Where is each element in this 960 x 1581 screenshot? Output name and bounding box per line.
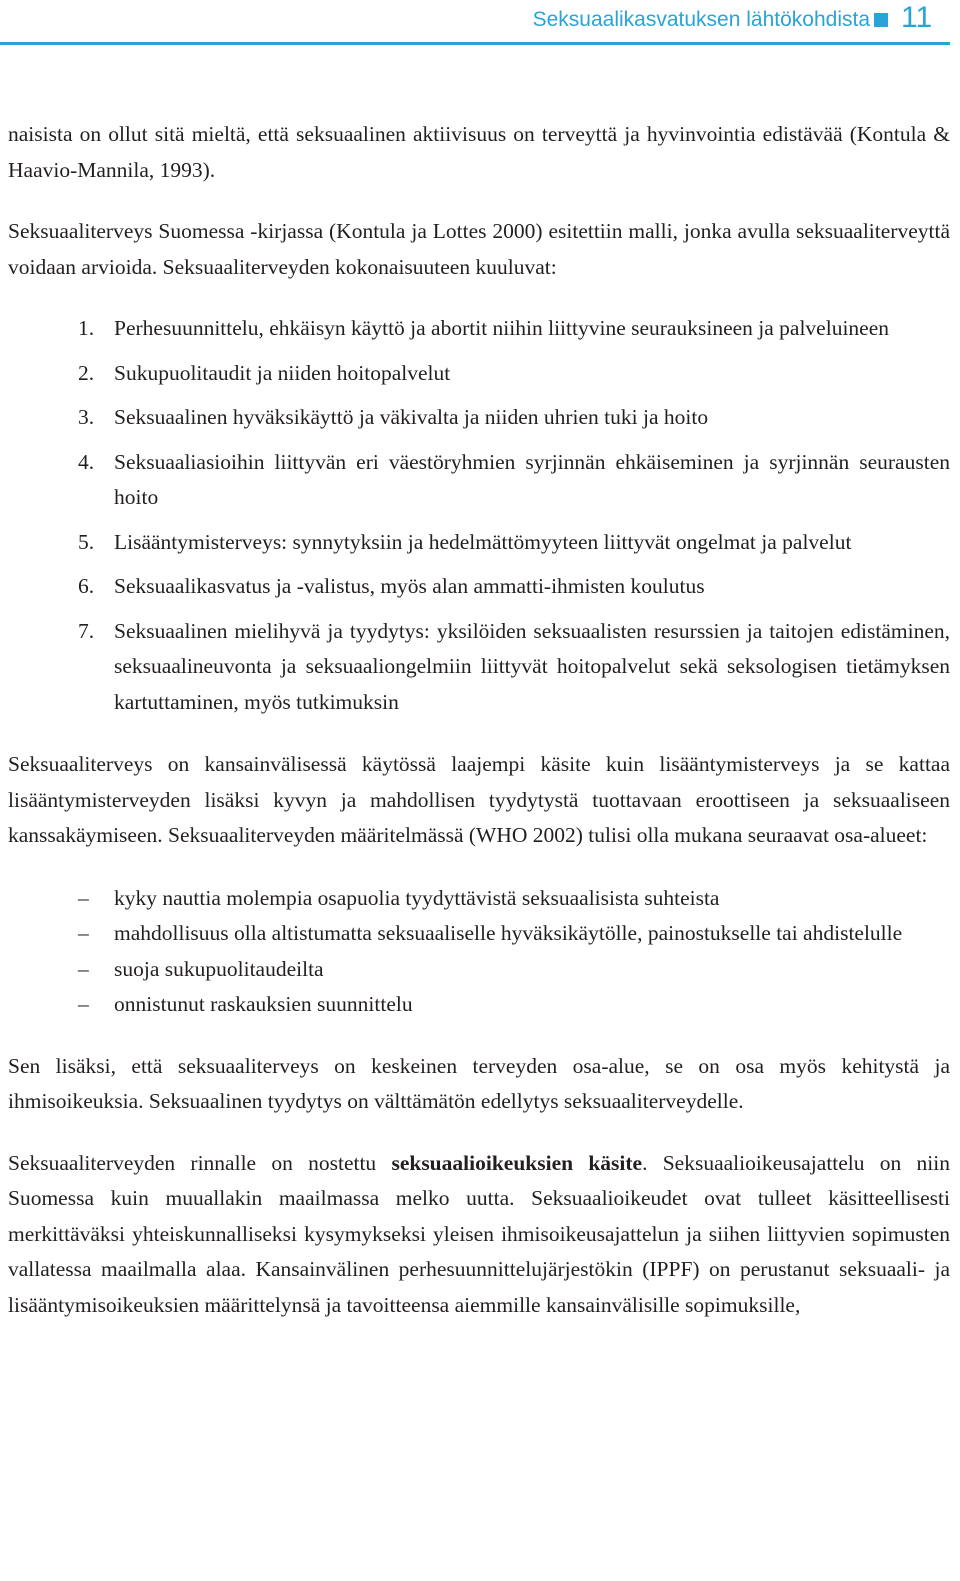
paragraph-3: Seksuaaliterveys on kansainvälisessä käytössä laajempi käsite kuin lisääntymisterveys ja se kattaa lisääntymisterveyden lisäksi kyvyn ja mahdollisen tyydytystä tuottavaan eroottiseen ja seksuaaliseen kanssakäymiseen. Seksuaaliterveyden määritelmässä (WHO 2002) tulisi olla mukana seuraavat osa-alueet: (8, 752, 950, 847)
key-term-bold: seksuaalioikeuksien käsite (391, 1150, 643, 1175)
list-item-text: Seksuaaliasioihin liittyvän eri väestöryhmien syrjinnän ehkäiseminen ja syrjinnän seurausten hoito (114, 449, 950, 509)
paragraph-5-start: Seksuaaliterveyden rinnalle on nostettu (8, 1150, 392, 1175)
paragraph-5 (8, 1146, 950, 1324)
list-item-text: suoja sukupuolitaudeilta (114, 956, 324, 981)
list-number: 1. (78, 316, 95, 340)
list-dash: – (78, 956, 89, 981)
list-item-text: mahdollisuus olla altistumatta seksuaaliselle hyväksikäytölle, painostukselle tai ahdistelulle (114, 921, 903, 945)
list-number: 7. (78, 618, 95, 643)
list-dash: – (78, 921, 89, 945)
paragraph-4: Sen lisäksi, että seksuaaliterveys on keskeinen terveyden osa-alue, se on osa myös kehitystä ja ihmisoikeuksia. Seksuaalinen tyydytys on välttämätön edellytys seksuaaliterveydelle. (8, 1053, 950, 1113)
list-item-text: Lisääntymisterveys: synnytyksiin ja hedelmättömyyteen liittyvät ongelmat ja palvelut (114, 529, 852, 554)
numbered-list (8, 311, 950, 720)
page-body (8, 117, 950, 1323)
list-number: 3. (78, 405, 95, 429)
paragraph-5-end: . Seksuaalioikeusajattelu on niin Suomessa kuin muuallakin maailmassa melko uutta. Seksuaalioikeudet ovat tulleet käsitteellisesti merkittäväksi yhteiskunnalliseksi kysymykseksi yleisen ihmisoikeusajattelun ja siihen liittyvien sopimusten vallatessa maailmalla alaa. Kansainvälinen perhesuunnittelujärjestökin (IPPF) on perustanut seksuaali- ja lisääntymisoikeuksien määrittelynsä ja tavoitteensa aiemmille kansainvälisille sopimuksille, (8, 1150, 950, 1317)
list-item (8, 311, 950, 347)
list-item-text: Seksuaalikasvatus ja -valistus, myös alan ammatti-ihmisten koulutus (114, 574, 705, 598)
list-item-text: Sukupuolitaudit ja niiden hoitopalvelut (114, 360, 451, 385)
list-dash: – (78, 992, 89, 1016)
list-item-text: Seksuaalinen mielihyvä ja tyydytys: yksilöiden seksuaalisten resurssien ja taitojen edistäminen, seksuaalineuvonta ja seksuaaliongelmiin liittyvät hoitopalvelut sekä seksologisen tietämyksen kartuttaminen, myös tutkimuksin (114, 618, 950, 714)
list-item-text: Seksuaalinen hyväksikäyttö ja väkivalta ja niiden uhrien tuki ja hoito (114, 405, 709, 429)
list-item (8, 916, 950, 952)
list-item-text: Perhesuunnittelu, ehkäisyn käyttö ja abortit niihin liittyvine seurauksineen ja palveluineen (114, 316, 890, 340)
list-dash: – (78, 885, 89, 910)
list-number: 4. (78, 449, 95, 474)
list-number: 6. (78, 574, 95, 598)
page-number: 11 (901, 1, 933, 34)
dash-list (8, 881, 950, 1023)
list-number: 2. (78, 360, 95, 385)
list-item (8, 400, 950, 436)
paragraph-1: naisista on ollut sitä mieltä, että seksuaalinen aktiivisuus on terveyttä ja hyvinvointia edistävää (Kontula & Haavio-Mannila, 1993). (8, 122, 950, 182)
running-header-title: Seksuaalikasvatuksen lähtökohdista (532, 8, 870, 31)
list-item (8, 614, 950, 721)
list-item (8, 569, 950, 605)
list-item (8, 356, 950, 392)
list-item (8, 525, 950, 561)
list-number: 5. (78, 529, 95, 554)
list-item (8, 881, 950, 917)
header-divider (0, 42, 950, 45)
list-item (8, 952, 950, 988)
list-item (8, 445, 950, 516)
paragraph-2: Seksuaaliterveys Suomessa -kirjassa (Kontula ja Lottes 2000) esitettiin malli, jonka avulla seksuaaliterveyttä voidaan arvioida. Seksuaaliterveyden kokonaisuuteen kuuluvat: (8, 219, 950, 279)
list-item-text: onnistunut raskauksien suunnittelu (114, 992, 413, 1016)
page-header (0, 0, 960, 46)
list-item-text: kyky nauttia molempia osapuolia tyydyttävistä seksuaalisista suhteista (114, 885, 720, 910)
list-item (8, 987, 950, 1023)
header-square-marker (874, 13, 888, 27)
